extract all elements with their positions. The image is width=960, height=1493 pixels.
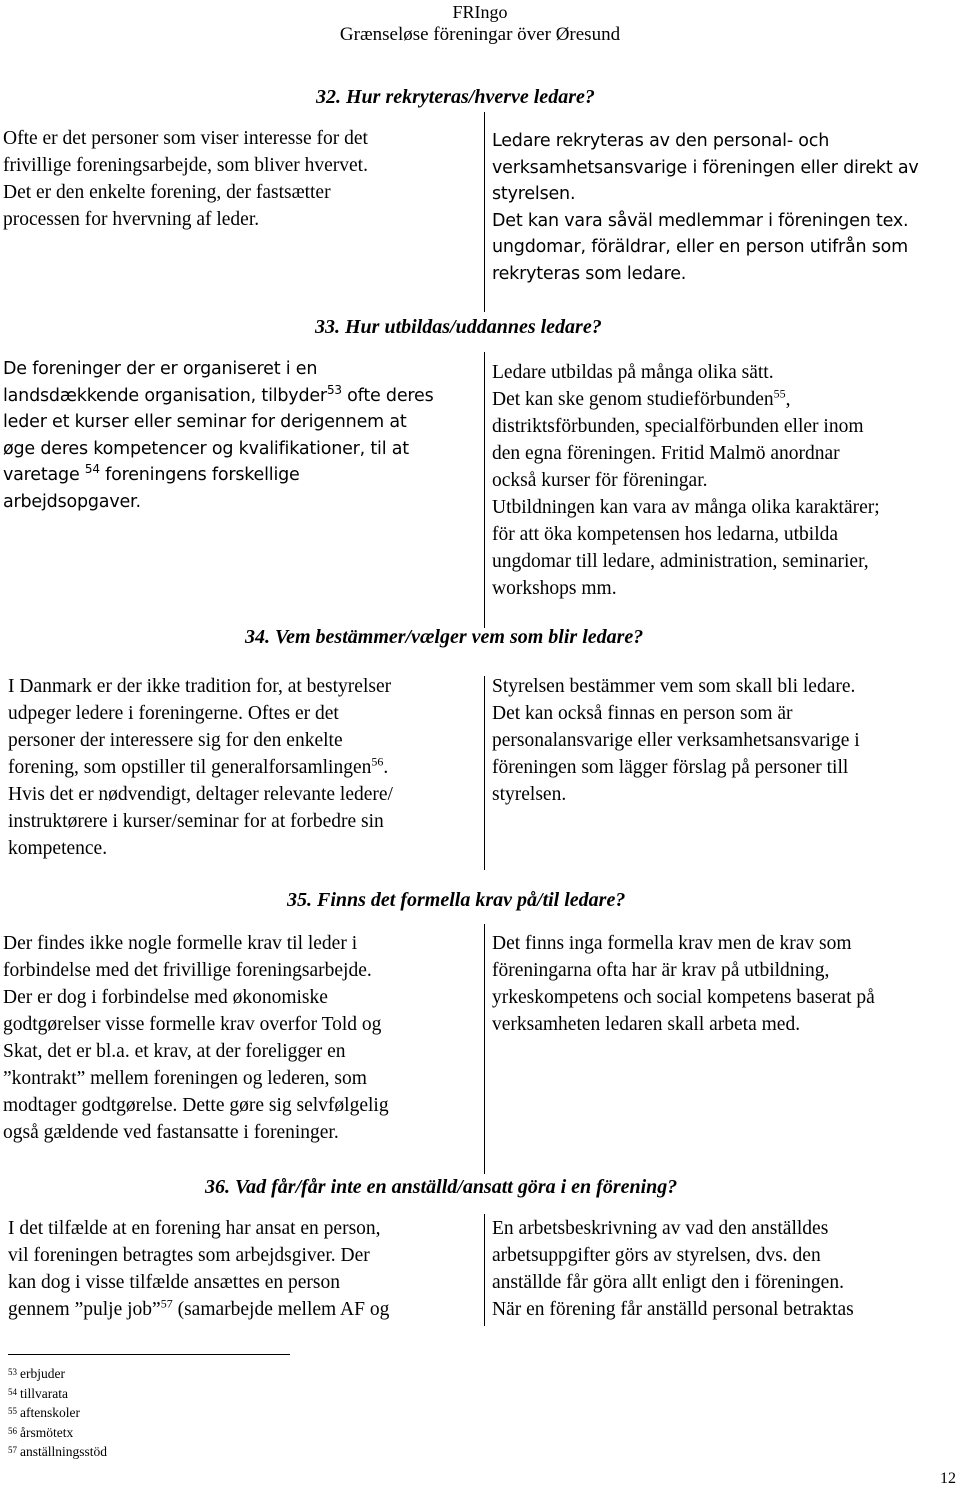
footnote: $^{56}$ årsmötetx <box>8 1424 74 1440</box>
document-subtitle: Grænseløse föreningar över Øresund <box>339 24 621 45</box>
page-number: 12 <box>940 1470 956 1487</box>
section-32-danish: Ofte er det personer som viser interesse for det frivillige foreningsarbejde, som bliver hvervet. Det er den enkelte forening, der fastsætter processen for hvervning af leder. <box>3 128 368 230</box>
footnote-ref: 55 <box>773 386 786 401</box>
document-title: FRIngo <box>452 2 508 22</box>
footnote-ref: 53 <box>326 382 342 397</box>
section-32-swedish: Ledare rekryteras av den personal- och verksamhetsansvarige i föreningen eller direkt av styrelsen. Det kan vara såväl medlemmar i föreningen tex. ungdomar, föräldrar, eller en person utifrån som rekryteras som ledare. <box>492 131 919 284</box>
question-34-heading: 34. Vem bestämmer/vælger vem som blir ledare? <box>245 626 644 648</box>
footnote-ref: 57 <box>160 1296 173 1311</box>
section-33-swedish: Ledare utbildas på många olika sätt. Det kan ske genom studieförbunden$^{55}$, distriktsförbunden, specialförbunden eller inom den egna föreningen. Fritid Malmö anordnar också kurser för föreningar. Utbildningen kan vara av många olika karaktärer; för att öka kompetensen hos ledarna, utbilda ungdomar till ledare, administration, seminarier, workshops mm. <box>492 362 880 599</box>
section-34-danish: I Danmark er der ikke tradition for, at bestyrelser udpeger ledere i foreningerne. Oftes er det personer der interessere sig for den enkelte forening, som opstiller til generalforsamlingen$^{56}$. Hvis det er nødvendigt, deltager relevante ledere/ instruktørere i kurser/seminar for at forbedre sin kompetence. <box>8 676 393 859</box>
footnote-ref: 54 <box>84 462 100 477</box>
footnotes <box>8 1364 107 1462</box>
question-36-heading: 36. Vad får/får inte en anställd/ansatt göra i en förening? <box>205 1176 678 1198</box>
footnote: $^{57}$ anställningsstöd <box>8 1444 107 1459</box>
section-36-danish: I det tilfælde at en forening har ansat en person, vil foreningen betragtes som arbejdsgiver. Der kan dog i visse tilfælde ansættes en person gennem ”pulje job”$^{57}$ (samarbejde mellem AF og <box>8 1218 390 1320</box>
question-32-heading: 32. Hur rekryteras/hverve ledare? <box>316 86 595 108</box>
footnote: $^{55}$ aftenskoler <box>8 1405 80 1420</box>
section-35-danish: Der findes ikke nogle formelle krav til leder i forbindelse med det frivillige foreningsarbejde. Der er dog i forbindelse med økonomiske godtgørelser visse formelle krav overfor Told og Skat, det er bl.a. et krav, at der foreligger en ”kontrakt” mellem foreningen og lederen, som modtager godtgørelse. Dette gøre sig selvfølgelig også gældende ved fastansatte i foreninger. <box>3 933 389 1143</box>
section-36-swedish: En arbetsbeskrivning av vad den anställdes arbetsuppgifter görs av styrelsen, dvs. den anställde får göra allt enligt den i föreningen. När en förening får anställd personal betraktas <box>492 1218 854 1320</box>
footnote: $^{53}$ erbjuder <box>8 1366 65 1381</box>
column-divider <box>484 1214 485 1326</box>
column-divider <box>484 924 485 1174</box>
column-divider <box>484 112 485 312</box>
question-35-heading: 35. Finns det formella krav på/til ledare? <box>287 889 626 911</box>
section-35-swedish: Det finns inga formella krav men de krav som föreningarna ofta har är krav på utbildning, yrkeskompetens och social kompetens baserat på verksamheten ledaren skall arbeta med. <box>492 933 875 1035</box>
footnote-ref: 56 <box>371 754 384 769</box>
column-divider <box>484 676 485 870</box>
question-33-heading: 33. Hur utbildas/uddannes ledare? <box>315 316 602 338</box>
column-divider <box>484 352 485 628</box>
section-33-danish: De foreninger der er organiseret i en landsdækkende organisation, tilbyder$^{53}$ ofte deres leder et kurser eller seminar for derigennem at øge deres kompetencer og kvalifikationer, til at varetage $^{54}$ foreningens forskellige arbejdsopgaver. <box>3 359 434 512</box>
section-34-swedish: Styrelsen bestämmer vem som skall bli ledare. Det kan också finnas en person som är personalansvarige eller verksamhetsansvarige i föreningen som lägger förslag på personer till styrelsen. <box>492 676 860 805</box>
footnote-separator <box>8 1354 290 1355</box>
footnote: $^{54}$ tillvarata <box>8 1385 68 1401</box>
